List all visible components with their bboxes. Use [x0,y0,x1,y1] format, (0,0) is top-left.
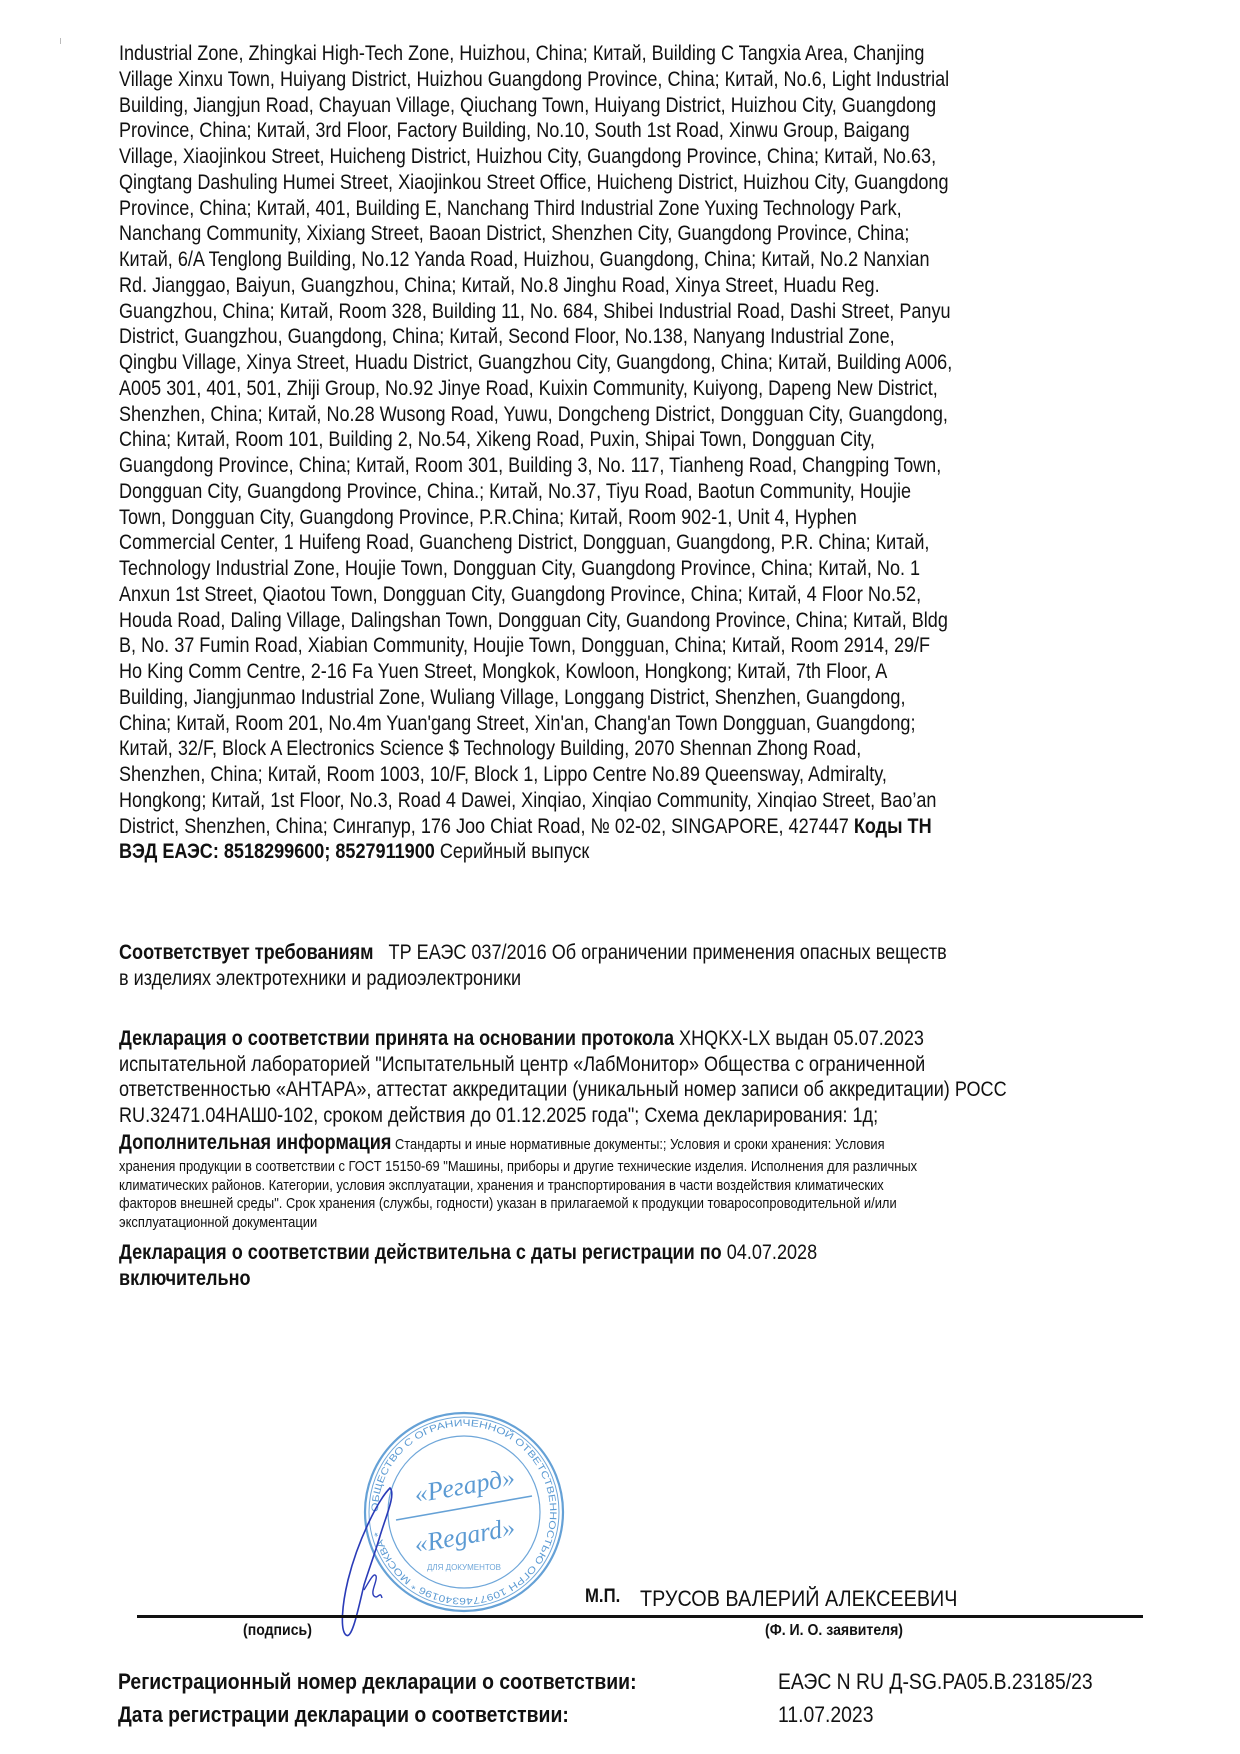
additional-info-line3: климатических районов. Категории, условия эксплуатации, хранения и транспортирования в части воздействия климатических [119,1176,884,1194]
compliance-text-line2: в изделиях электротехники и радиоэлектроники [119,966,522,990]
address-line: Village Xinxu Town, Huiyang District, Huizhou Guangdong Province, China; Китай, No.6, Light Industrial [119,67,950,91]
additional-info-section [119,1130,1240,1232]
protocol-line3: ответственностью «АНТАРА», аттестат аккредитации (уникальный номер записи об аккредитации) РОСС [119,1078,1007,1101]
address-line: Qingtang Dashuling Humei Street, Xiaojinkou Street Office, Huicheng District, Huizhou City, Guangdong [119,170,949,194]
registration-date-value: 11.07.2023 [778,1702,874,1727]
additional-info-label: Дополнительная информация [119,1131,392,1154]
compliance-text-line1: ТР ЕАЭС 037/2016 Об ограничении применения опасных веществ [388,941,947,964]
validity-date: 04.07.2028 [721,1241,818,1264]
address-line: Nanchang Community, Xixiang Street, Baoan District, Shenzhen City, Guangdong Province, China; [119,222,910,246]
additional-info-line4: факторов внешней среды". Срок хранения (службы, годности) указан в прилагаемой к продукции товаросопроводительной и/или [119,1195,897,1212]
address-line: District, Guangzhou, Guangdong, China; Китай, Second Floor, No.138, Nanyang Industrial Zone, [119,325,895,349]
hs-codes-line [119,839,1099,865]
address-line: Shenzhen, China; Китай, Room 1003, 10/F, Block 1, Lippo Centre No.89 Queensway, Admiralty, [119,763,887,786]
additional-info-line5: эксплуатационной документации [119,1213,318,1231]
hs-codes-label-start: Коды ТН [853,814,932,838]
address-singapore: District, Shenzhen, China; Сингапур, 176 Joo Chiat Road, № 02-02, SINGAPORE, 427447 [119,814,854,838]
compliance-label: Соответствует требованиям [119,941,374,964]
signature-line [137,1615,1143,1618]
stamp-name-en: «Regard» [411,1512,518,1559]
address-line: Guangzhou, China; Китай, Room 328, Building 11, No. 684, Shibei Industrial Road, Dashi Street, Panyu [119,299,951,323]
protocol-line4: RU.32471.04НАШ0-102, сроком действия до 01.12.2025 года"; Схема декларирования: 1д; [119,1103,879,1127]
validity-section [119,1240,1240,1291]
protocol-section [119,1026,1240,1128]
serial-production: Серийный выпуск [434,840,590,864]
address-line: Building, Jiangjunmao Industrial Zone, Wuliang Village, Longgang District, Shenzhen, Guangdong, [119,685,906,709]
manufacturer-addresses [119,41,1240,865]
address-line: Anxun 1st Street, Qiaotou Town, Dongguan City, Guangdong Province, China; Китай, 4 Floor No.52, [119,582,922,606]
address-line: Province, China; Китай, 3rd Floor, Factory Building, No.10, South 1st Road, Xinwu Group, Baigang [119,119,910,143]
stamp-name-ru: «Регард» [412,1462,517,1509]
compliance-section [119,940,1240,991]
address-line: Rd. Jianggao, Baiyun, Guangzhou, China; Китай, No.8 Jinghu Road, Xinya Street, Huadu Reg. [119,273,880,297]
address-line: Building, Jiangjun Road, Chayuan Village, Qiuchang Town, Huiyang District, Huizhou City, Guangdong [119,93,937,117]
signature-caption: (подпись) [243,1622,312,1639]
protocol-line2: испытательной лабораторией "Испытательный центр «ЛабМонитор» Общества с ограниченной [119,1052,926,1076]
applicant-name-caption: (Ф. И. О. заявителя) [765,1622,903,1639]
scan-artifact-mark [60,38,61,44]
registration-number-value: ЕАЭС N RU Д-SG.PA05.B.23185/23 [778,1669,1093,1694]
validity-label: Декларация о соответствии действительна с даты регистрации по [119,1241,722,1264]
address-line: Houda Road, Daling Village, Dalingshan Town, Dongguan City, Guandong Province, China; Китай, Bldg [119,608,948,632]
address-line: Industrial Zone, Zhingkai High-Tech Zone, Huizhou, China; Китай, Building C Tangxia Area, Chanjing [119,42,925,65]
protocol-number: XHQKX-LX выдан 05.07.2023 [674,1027,924,1050]
protocol-label: Декларация о соответствии принята на основании протокола [119,1027,675,1050]
validity-label-line2: включительно [119,1266,251,1290]
address-line: Китай, 6/A Tenglong Building, No.12 Yanda Road, Huizhou, Guangdong, China; Китай, No.2 Nanxian [119,248,930,271]
address-line: Village, Xiaojinkou Street, Huicheng District, Huizhou City, Guangdong Province, China; Китай, No.63, [119,145,937,168]
registration-date-label: Дата регистрации декларации о соответствии: [118,1702,569,1727]
registration-number-label: Регистрационный номер декларации о соответствии: [118,1669,637,1694]
address-line: Province, China; Китай, 401, Building E, Nanchang Third Industrial Zone Yuxing Technology Park, [119,196,902,220]
stamp-inner-text: ДЛЯ ДОКУМЕНТОВ [426,1563,502,1572]
address-line: Technology Industrial Zone, Houjie Town, Dongguan City, Guangdong Province, China; Китай, No. 1 [119,557,921,580]
address-line: B, No. 37 Fumin Road, Xiabian Community, Houjie Town, Dongguan, China; Китай, Room 2914, 29/F [119,634,931,658]
address-line: China; Китай, Room 101, Building 2, No.54, Xikeng Road, Puxin, Shipai Town, Dongguan City, [119,428,875,452]
address-line-last [119,814,1099,840]
address-line: Town, Dongguan City, Guangdong Province, P.R.China; Китай, Room 902-1, Unit 4, Hyphen [119,505,857,529]
address-line: Dongguan City, Guangdong Province, China.; Китай, No.37, Tiyu Road, Baotun Community, Houjie [119,479,912,503]
address-line: Shenzhen, China; Китай, No.28 Wusong Road, Yuwu, Dongcheng District, Dongguan City, Guangdong, [119,402,948,426]
address-line: Qingbu Village, Xinya Street, Huadu District, Guangzhou City, Guangdong, China; Китай, Building A006, [119,351,953,374]
address-line: Китай, 32/F, Block A Electronics Science $ Technology Building, 2070 Shennan Zhong Road, [119,737,862,761]
address-line: Guangdong Province, China; Китай, Room 301, Building 3, No. 117, Tianheng Road, Changping Town, [119,454,942,477]
address-line: Hongkong; Китай, 1st Floor, No.3, Road 4 Dawei, Xinqiao, Xinqiao Community, Xinqiao Street, Bao’an [119,788,937,812]
hs-codes: ВЭД ЕАЭС: 8518299600; 8527911900 [119,840,435,864]
address-line: China; Китай, Room 201, No.4m Yuan'gang Street, Xin'an, Chang'an Town Dongguan, Guangdong; [119,711,916,735]
address-line: Ho King Comm Centre, 2-16 Fa Yuen Street, Mongkok, Kowloon, Hongkong; Китай, 7th Floor, A [119,660,888,683]
additional-info-line1: Стандарты и иные нормативные документы:; Условия и сроки хранения: Условия [391,1136,885,1153]
stamp-place-label: М.П. [585,1586,621,1607]
additional-info-line2: хранения продукции в соответствии с ГОСТ 15150-69 "Машины, приборы и другие технические изделия. Исполнения для различных [119,1158,918,1175]
stamp-outer-text: ОБЩЕСТВО С ОГРАНИЧЕННОЙ ОТВЕТСТВЕННОСТЬЮ ОГРН 1097746340196 * МОСКВА * [369,1417,559,1607]
applicant-name: ТРУСОВ ВАЛЕРИЙ АЛЕКСЕЕВИЧ [640,1586,958,1611]
address-line: Commercial Center, 1 Huifeng Road, Guancheng District, Dongguan, Guangdong, P.R. China; Китай, [119,531,930,555]
address-line: A005 301, 401, 501, Zhiji Group, No.92 Jinye Road, Kuixin Community, Kuiyong, Dapeng New District, [119,376,938,400]
